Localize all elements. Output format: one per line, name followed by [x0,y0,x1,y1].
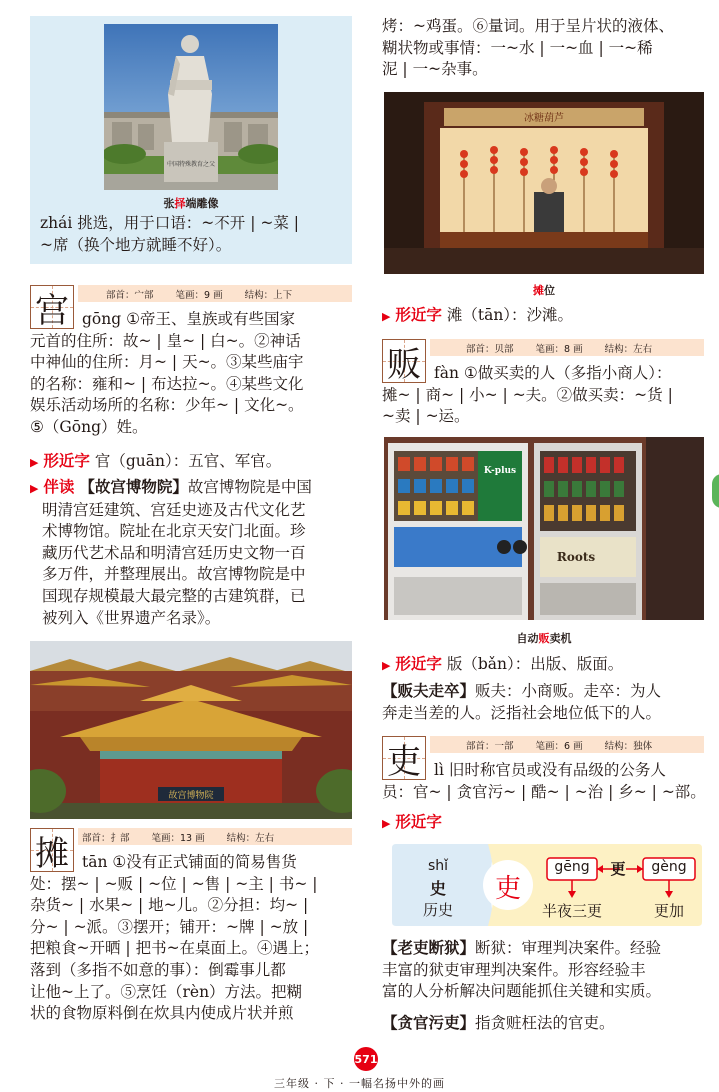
li-idiom2: 【贪官污吏】指贪赃枉法的官吏。 [382,1014,615,1032]
vending-brand1-text: K-plus [483,466,517,476]
gong-char: 宫 [35,290,69,331]
li-definition: lì 旧时称官员或没有品级的公务人 员：官~ | 贪官污~ | 酷~ | ~治 | 乡~ | ~部。 [382,761,706,801]
gong-definition: gōng ①帝王、皇族或有些国家 元首的住所：故~ | 皇~ | 白~。②神话 中神仙的住所：月~ | 天~。③某些庙宇 的名称：雍和~ | 布达拉~。④某些文化 娱乐活动场所的名称：少年~ | 文化~。 ⑤（Gōng）姓。 [30,310,304,436]
tan-definition-continued: 烤：~鸡蛋。⑥量词。用于呈片状的液体、 糊状物或事情：一~水 | 一~血 | 一~稀 泥 | 一~杂事。 [382,17,674,79]
li-meta-bar: 部首：一部 笔画：6 画 结构：独体 [430,736,704,753]
stall-sign-text: 冰糖葫芦 [524,113,564,124]
statue-caption: 张择端雕像 [163,197,219,210]
side-tab-marker [712,474,719,508]
statue-plinth-text: 中国特殊教育之父 [166,161,216,168]
tan-meta-bar: 部首：扌部 笔画：13 画 结构：左右 [78,828,352,845]
stall-caption: 摊位 [533,284,555,297]
li-idiom1: 【老吏断狱】断狱：审理判决案件。经验 丰富的狱吏审理判决案件。形容经验丰 富的人分析解决问题能抓住关键和实质。 [382,939,662,1001]
tan-definition: tān ①没有正式铺面的简易售货 处：摆~ | ~贩 | ~位 | ~售 | ~主 | 书~ | 杂货~ | 水果~ | 地~儿。②分担：均~ | 分~ | ~派。③摆开；铺开：~牌 | ~放 | 把粮食~开晒 | 把书~在桌面上。④遇上； 落到（多指不如意的事）：倒霉事儿都 让他~上了。⑤烹饪（rèn）方法。把糊 状的食物原料倒在炊具内使成片状并煎 [30,853,320,1023]
diagram-geng-char: 更 [610,860,626,878]
diagram-geng2-pinyin: gèng [651,859,687,875]
diagram-word2: 更加 [653,902,684,920]
gong-xingjin: ▶ 形近字 官（guān）：五官、军官。 [30,452,282,470]
gong-bandu: ▶ 伴读 【故宫博物院】故宫博物院是中国 明清宫廷建筑、宫廷史迹及古代文化艺 术博物馆。院址在北京天安门北面。珍 藏历代艺术品和明清宫廷历史文物一百 多万件，并整理展出。故宫博物院是中 国现存规模最大最完整的古建筑群，已 被列入《世界遗产名录》。 [30,478,312,627]
vending-photo [384,437,704,620]
vending-caption: 自动贩卖机 [516,632,572,645]
fan-definition: fàn ①做买卖的人（多指小商人）： 摊~ | 商~ | 小~ | ~夫。②做买卖：~货 | ~卖 | ~运。 [382,364,673,426]
diagram-word1: 半夜三更 [541,902,602,920]
gong-meta-bar: 部首：宀部 笔画：9 画 结构：上下 [78,285,352,302]
diagram-left-word: 历史 [422,901,453,919]
fan-xingjin: ▶ 形近字 版（bǎn）：出版、版面。 [382,655,624,673]
tan-char: 摊 [35,833,69,874]
diagram-center-char: 吏 [494,874,521,904]
fan-meta-bar: 部首：贝部 笔画：8 画 结构：左右 [430,339,704,356]
tan-xingjin: ▶ 形近字 滩（tān）：沙滩。 [382,306,574,324]
stall-photo [384,92,704,274]
fan-idiom: 【贩夫走卒】贩夫：小商贩。走卒：为人 奔走当差的人。泛指社会地位低下的人。 [382,682,662,722]
palace-photo [30,641,352,819]
vending-brand2-text: Roots [556,550,596,564]
diagram-left-char: 史 [429,879,446,898]
li-char: 吏 [387,741,421,782]
zhai-definition: zhái 挑选，用于口语：~不开 | ~菜 | ~席（换个地方就睡不好）。 [40,214,299,254]
diagram-left-pinyin: shǐ [427,858,449,874]
page-number: 571 [354,1047,378,1071]
li-comparison-diagram [392,844,702,926]
palace-sign-text: 故宫博物院 [168,791,214,801]
li-xingjin: ▶ 形近字 [382,813,442,831]
statue-photo [104,24,278,190]
page-footer: 三年级 · 下 · 一幅名扬中外的画 [274,1077,445,1090]
fan-char: 贩 [387,344,421,385]
diagram-geng1-pinyin: gēng [554,859,590,875]
